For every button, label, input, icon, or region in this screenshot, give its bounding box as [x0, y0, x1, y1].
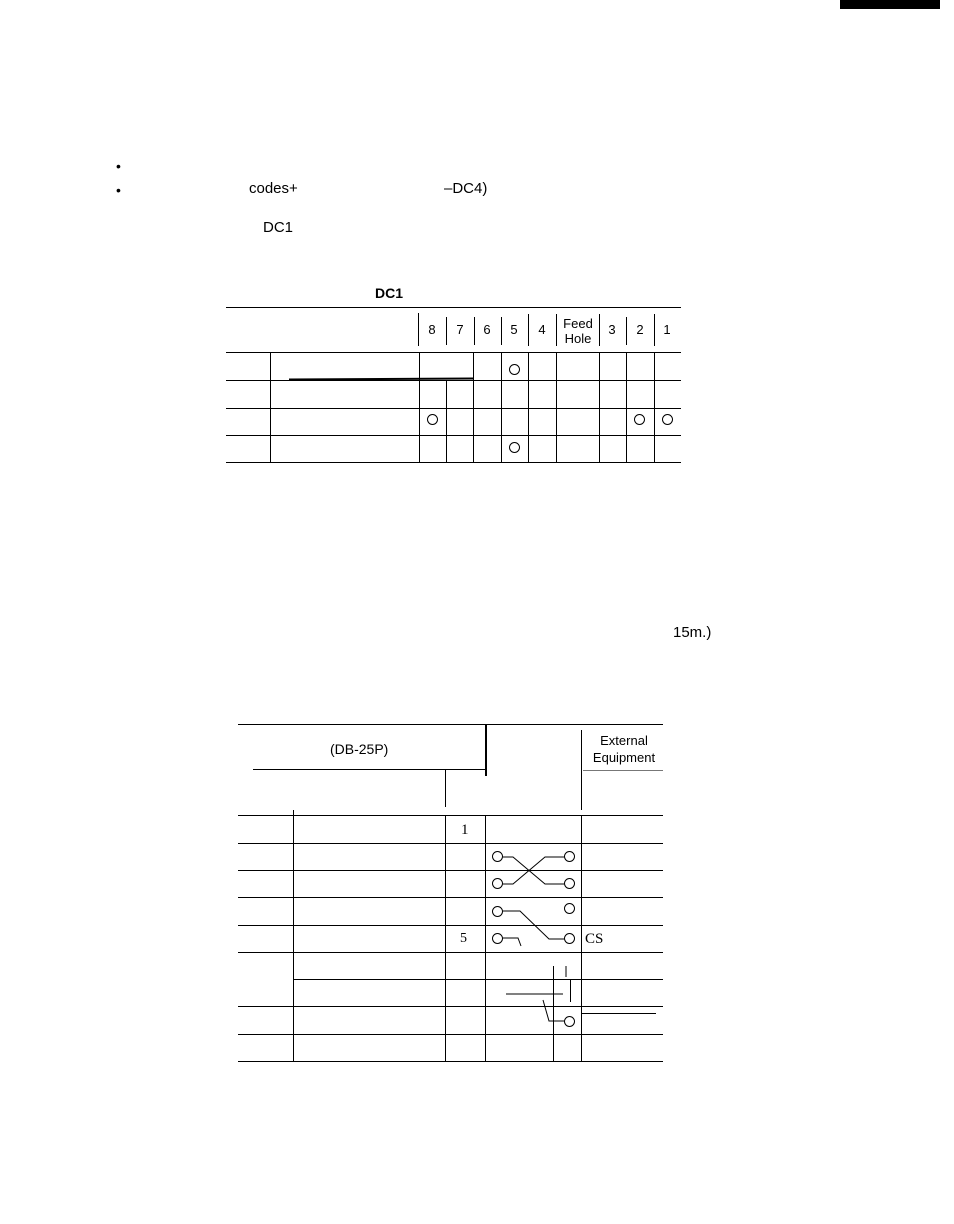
- col-feed-hole: Feed Hole: [563, 316, 593, 346]
- signal-label-cs: CS: [585, 931, 604, 947]
- dc1-label: DC1: [263, 219, 294, 236]
- col-5: 5: [510, 322, 518, 337]
- external-equipment-label: External Equipment: [592, 733, 656, 765]
- col-6: 6: [483, 322, 491, 337]
- bullet-dc4-text: –DC4): [444, 180, 488, 197]
- distance-note: 15m.): [673, 624, 712, 641]
- col-4: 4: [538, 322, 546, 337]
- bullet-marker: •: [116, 182, 121, 198]
- bullet-codes-text: codes+: [249, 180, 298, 197]
- connector-label: (DB-25P): [330, 741, 389, 757]
- bullet-marker: •: [116, 158, 121, 174]
- col-2: 2: [636, 322, 644, 337]
- table1-title: DC1: [375, 285, 404, 301]
- col-7: 7: [456, 322, 464, 337]
- col-8: 8: [428, 322, 436, 337]
- col-3: 3: [608, 322, 616, 337]
- col-1: 1: [663, 322, 671, 337]
- pin-number: 1: [461, 822, 469, 838]
- pin-number: 5: [460, 931, 467, 946]
